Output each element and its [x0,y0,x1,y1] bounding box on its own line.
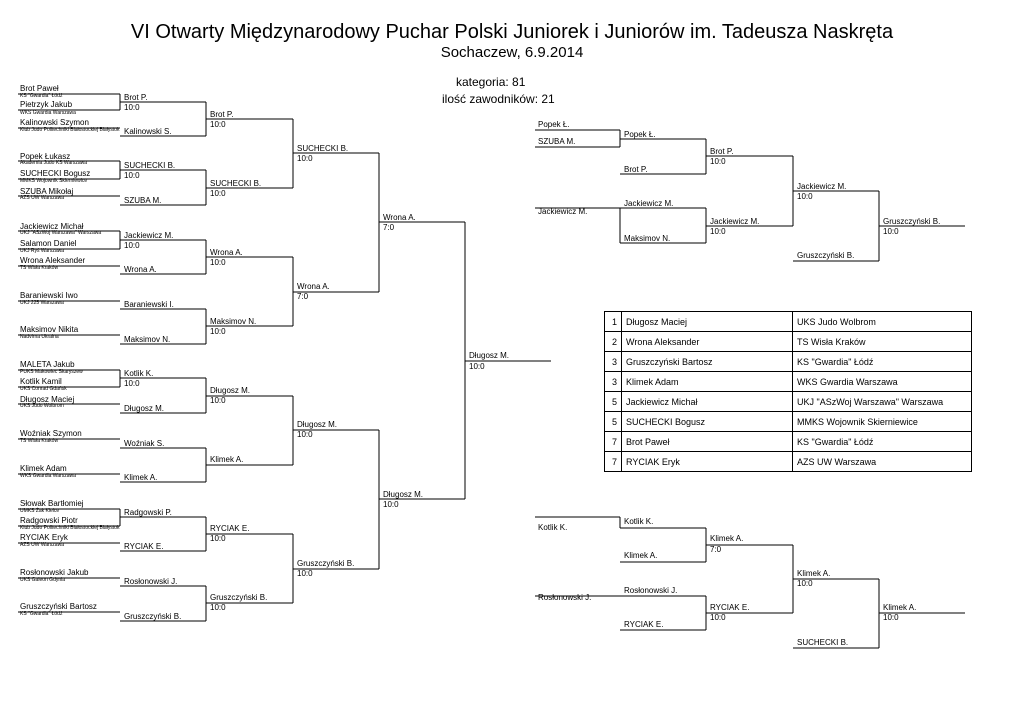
round1-score: 10:0 [124,171,140,180]
round1-score: 10:0 [124,103,140,112]
name-cell: Jackiewicz Michał [622,392,793,412]
competitor-club: AZS UW Warszawa [20,542,64,548]
competitor-club: TS Wisła Kraków [20,265,59,271]
name-cell: Długosz Maciej [622,312,793,332]
round1-winner: SUCHECKI B. [124,161,176,170]
competitor-club: Nadvirna Ukraina [20,334,59,340]
round2-winner: Długosz M. [210,386,251,395]
round2-score: 10:0 [210,258,226,267]
semifinal-score: 10:0 [383,500,399,509]
round2-winner: Wrona A. [210,248,243,257]
name-cell: SUCHECKI Bogusz [622,412,793,432]
repechage-entry: Rosłonowski J. [538,593,592,602]
round1-winner: Jackiewicz M. [124,231,174,240]
repechage-winner: Popek Ł. [624,130,656,139]
repechage-entry: Brot P. [624,165,648,174]
competitor-club: UKS Conrad Gdańsk [20,386,67,392]
round3-score: 7:0 [297,292,309,301]
final-score: 10:0 [469,362,485,371]
table-row [605,372,972,392]
table-row [605,452,972,472]
table-row [605,312,972,332]
competitor-name: Gruszczyński Bartosz [20,602,97,611]
round1-winner: RYCIAK E. [124,542,164,551]
round1-winner: Baraniewski I. [124,300,174,309]
repechage-winner: Jackiewicz M. [797,182,847,191]
competitor-name: Jackiewicz Michał [20,222,84,231]
place-cell: 5 [605,412,622,432]
repechage-entry: Kotlik K. [538,523,568,532]
round1-winner: SZUBA M. [124,196,162,205]
club-cell: AZS UW Warszawa [793,452,972,472]
round2-winner: RYCIAK E. [210,524,250,533]
place-cell: 1 [605,312,622,332]
round1-score: 10:0 [124,379,140,388]
name-cell: Brot Paweł [622,432,793,452]
repechage-winner: Kotlik K. [624,517,654,526]
club-cell: WKS Gwardia Warszawa [793,372,972,392]
round3-score: 10:0 [297,430,313,439]
competitor-club: TS Wisła Kraków [20,438,59,444]
round1-score: 10:0 [124,241,140,250]
repechage-score: 10:0 [797,192,813,201]
round3-score: 10:0 [297,569,313,578]
round3-winner: Wrona A. [297,282,330,291]
category-label: kategoria: 81 [456,75,526,89]
page-title: VI Otwarty Międzynarodowy Puchar Polski Juniorek i Juniorów im. Tadeusza Naskręta [130,21,894,43]
competitor-name: RYCIAK Eryk [20,533,68,542]
round2-score: 10:0 [210,120,226,129]
round3-score: 10:0 [297,154,313,163]
round2-winner: Klimek A. [210,455,244,464]
repechage-score: 10:0 [710,157,726,166]
name-cell: Klimek Adam [622,372,793,392]
competitor-club: MMKS Wojownik Skierniewice [20,178,88,184]
repechage-winner: Klimek A. [710,534,744,543]
bronze-score: 10:0 [883,613,899,622]
repechage-score: 7:0 [710,545,722,554]
competitor-club: Akademia Judo KS Warszawa [20,160,88,166]
round3-winner: SUCHECKI B. [297,144,349,153]
page-subtitle: Sochaczew, 6.9.2014 [440,44,584,61]
bronze-score: 10:0 [883,227,899,236]
round1-winner: Długosz M. [124,404,165,413]
round1-winner: Kotlik K. [124,369,154,378]
round2-score: 10:0 [210,603,226,612]
competitor-name: Salamon Daniel [20,239,77,248]
round1-winner: Brot P. [124,93,148,102]
competitor-club: WKS Gwardia Warszawa [20,110,76,116]
repechage-entry: RYCIAK E. [624,620,664,629]
repechage-entry: Popek Ł. [538,120,570,129]
competitor-club: UKS Judo Wolbrom [20,403,64,409]
repechage-entry: Klimek A. [624,551,658,560]
competitor-name: Słowak Bartłomiej [20,499,84,508]
repechage-entry: Gruszczyński B. [797,251,855,260]
place-cell: 3 [605,372,622,392]
competitor-name: Kalinowski Szymon [20,118,89,127]
name-cell: Gruszczyński Bartosz [622,352,793,372]
competitor-name: SZUBA Mikołaj [20,187,74,196]
repechage-winner: Brot P. [710,147,734,156]
competitor-name: Rosłonowski Jakub [20,568,89,577]
round1-winner: Klimek A. [124,473,158,482]
name-cell: RYCIAK Eryk [622,452,793,472]
participants-count: ilość zawodników: 21 [442,92,555,106]
competitor-name: Baraniewski Iwo [20,291,78,300]
round2-winner: Maksimov N. [210,317,257,326]
competitor-name: Popek Łukasz [20,152,71,161]
round2-winner: Brot P. [210,110,234,119]
club-cell: MMKS Wojownik Skierniewice [793,412,972,432]
competitor-club: UMKS Żak Kielce [20,508,60,514]
round1-winner: Radgowski P. [124,508,172,517]
bronze-winner: Gruszczyński B. [883,217,941,226]
bronze-winner: Klimek A. [883,603,917,612]
competitor-club: PUKS Makowiec Skaryszew [20,369,83,375]
repechage-entry: Jackiewicz M. [538,207,588,216]
repechage-winner: Klimek A. [797,569,831,578]
round2-winner: SUCHECKI B. [210,179,262,188]
place-cell: 7 [605,432,622,452]
repechage-entry: Maksimov N. [624,234,671,243]
table-row [605,432,972,452]
competitor-name: Kotlik Kamil [20,377,62,386]
table-row [605,412,972,432]
semifinal-winner: Długosz M. [383,490,424,499]
club-cell: UKJ "ASzWoj Warszawa" Warszawa [793,392,972,412]
place-cell: 3 [605,352,622,372]
competitor-name: Woźniak Szymon [20,429,82,438]
semifinal-score: 7:0 [383,223,395,232]
round1-winner: Gruszczyński B. [124,612,182,621]
repechage-score: 10:0 [797,579,813,588]
round1-winner: Wrona A. [124,265,157,274]
round1-winner: Rosłonowski J. [124,577,178,586]
round2-score: 10:0 [210,396,226,405]
club-cell: KS "Gwardia" Łódź [793,432,972,452]
round2-score: 10:0 [210,189,226,198]
repechage-winner: RYCIAK E. [710,603,750,612]
competitor-name: Pietrzyk Jakub [20,100,73,109]
repechage-winner: Jackiewicz M. [710,217,760,226]
repechage-winner: Rosłonowski J. [624,586,678,595]
competitor-club: KS "Gwardia" Łódź [20,93,63,99]
competitor-club: UKJ 225 Warszawa [20,300,64,306]
round1-winner: Woźniak S. [124,439,165,448]
final-winner: Długosz M. [469,351,510,360]
competitor-club: Klub Judo Politechniki Białostockiej Białystok [20,127,120,133]
repechage-score: 10:0 [710,227,726,236]
round2-score: 10:0 [210,534,226,543]
competitor-name: SUCHECKI Bogusz [20,169,91,178]
round1-winner: Kalinowski S. [124,127,172,136]
round1-winner: Maksimov N. [124,335,171,344]
results-table [604,311,972,472]
competitor-name: Długosz Maciej [20,395,75,404]
table-row [605,392,972,412]
competitor-name: MALETA Jakub [20,360,75,369]
competitor-club: UKS Galeon Gdynia [20,577,66,583]
place-cell: 2 [605,332,622,352]
round3-winner: Długosz M. [297,420,338,429]
repechage-entry: SUCHECKI B. [797,638,849,647]
competitor-club: AZS UW Warszawa [20,195,64,201]
club-cell: KS "Gwardia" Łódź [793,352,972,372]
name-cell: Wrona Aleksander [622,332,793,352]
repechage-score: 10:0 [710,613,726,622]
table-row [605,352,972,372]
semifinal-winner: Wrona A. [383,213,416,222]
competitor-name: Brot Paweł [20,84,59,93]
competitor-name: Wrona Aleksander [20,256,86,265]
competitor-club: Klub Judo Politechniki Białostockiej Białystok [20,525,120,531]
competitor-club: UKJ Ryś Warszawa [20,248,64,254]
competitor-club: WKS Gwardia Warszawa [20,473,76,479]
competitor-name: Klimek Adam [20,464,67,473]
competitor-name: Maksimov Nikita [20,325,79,334]
table-row [605,332,972,352]
round2-winner: Gruszczyński B. [210,593,268,602]
club-cell: TS Wisła Kraków [793,332,972,352]
competitor-club: UKJ "ASzWoj Warszawa" Warszawa [20,230,102,236]
club-cell: UKS Judo Wolbrom [793,312,972,332]
round3-winner: Gruszczyński B. [297,559,355,568]
place-cell: 5 [605,392,622,412]
round2-score: 10:0 [210,327,226,336]
place-cell: 7 [605,452,622,472]
competitor-club: KS "Gwardia" Łódź [20,611,63,617]
repechage-winner: Jackiewicz M. [624,199,674,208]
competitor-name: Radgowski Piotr [20,516,78,525]
repechage-entry: SZUBA M. [538,137,576,146]
